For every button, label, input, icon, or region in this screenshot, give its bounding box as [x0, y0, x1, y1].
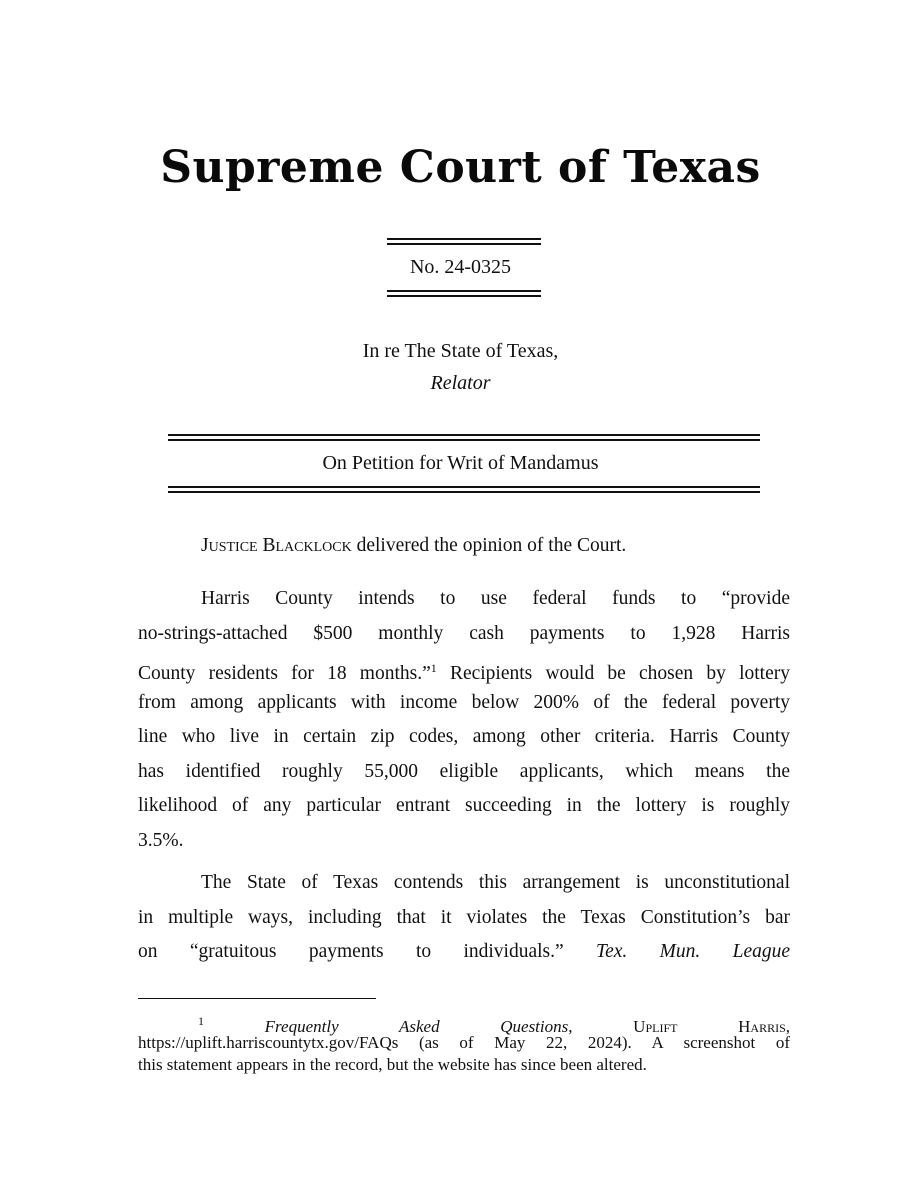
footnote-divider — [138, 998, 376, 999]
paragraph-line: County residents for 18 months.”$^1$ Recipients would be chosen by lottery — [138, 661, 790, 684]
paragraph-line: The State of Texas contends this arrangement is unconstitutional — [201, 872, 790, 893]
paragraph-line: Harris County intends to use federal funds to “provide — [201, 588, 790, 609]
paragraph-line: no-strings-attached $500 monthly cash payments to 1,928 Harris — [138, 622, 790, 644]
opinion-paragraph-1 — [138, 582, 790, 858]
footnote-ref: 1 — [430, 661, 437, 675]
proceeding-bottom-rule — [168, 486, 760, 493]
footnote-line: https://uplift.harriscountytx.gov/FAQs (as of May 22, 2024). A screenshot of — [138, 1033, 790, 1052]
proceeding-title: On Petition for Writ of Mandamus — [322, 452, 599, 474]
opinion-paragraph-2 — [138, 866, 790, 970]
author-line — [138, 529, 790, 564]
footnote-number: 1 — [198, 1014, 204, 1028]
citation: Tex. Mun. League — [596, 941, 791, 962]
proceeding-top-rule — [168, 434, 760, 441]
case-number: No. 24-0325 — [409, 256, 512, 278]
paragraph-line: 3.5%. — [138, 829, 184, 851]
footnote-1 — [138, 1010, 790, 1076]
paragraph-line: likelihood of any particular entrant succeeding in the lottery is roughly — [138, 795, 790, 816]
paragraph-line: line who live in certain zip codes, among other criteria. Harris County — [138, 726, 790, 747]
caption-party: In re The State of Texas, — [362, 340, 559, 362]
court-name-heading: Supreme Court of Texas — [160, 142, 761, 193]
case-number-bottom-rule — [387, 290, 541, 297]
footnote-line: this statement appears in the record, but the website has since been altered. — [138, 1055, 647, 1074]
paragraph-line: from among applicants with income below 200% of the federal poverty — [138, 691, 790, 713]
paragraph-line: in multiple ways, including that it violates the Texas Constitution’s bar — [138, 906, 790, 928]
paragraph-line: has identified roughly 55,000 eligible applicants, which means the — [138, 760, 790, 782]
case-number-top-rule — [387, 238, 541, 245]
footnote-line: $^1$ Frequently Asked Questions, Uplift Harris, — [198, 1014, 790, 1036]
author-name: Justice Blacklock — [201, 535, 352, 556]
author-line-text: delivered the opinion of the Court. — [351, 535, 627, 556]
caption-role: Relator — [430, 372, 491, 394]
paragraph-line: on “gratuitous payments to individuals.” Tex. Mun. League — [138, 941, 791, 962]
